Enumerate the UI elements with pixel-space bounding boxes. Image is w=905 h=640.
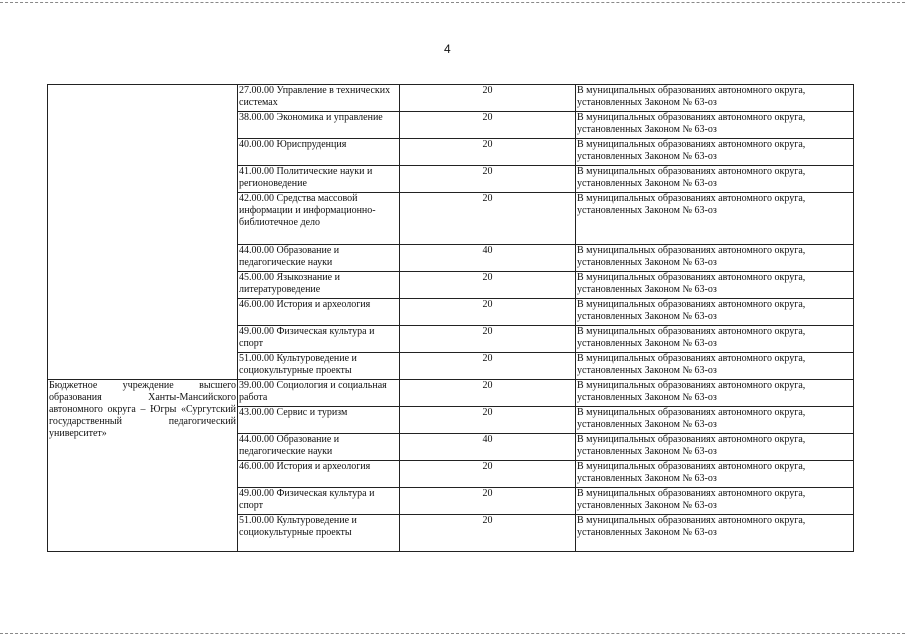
specialty-cell: 49.00.00 Физическая культура и спорт xyxy=(238,488,400,515)
places-count-cell: 20 xyxy=(400,407,576,434)
note-cell: В муниципальных образованиях автономного округа, установленных Законом № 63-оз xyxy=(576,353,854,380)
places-count-cell: 20 xyxy=(400,85,576,112)
places-count-cell: 20 xyxy=(400,488,576,515)
allocation-table xyxy=(47,84,854,552)
specialty-cell: 40.00.00 Юриспруденция xyxy=(238,139,400,166)
page-number: 4 xyxy=(444,42,451,56)
top-scan-edge xyxy=(0,2,905,3)
note-cell: В муниципальных образованиях автономного округа, установленных Законом № 63-оз xyxy=(576,326,854,353)
places-count-cell: 20 xyxy=(400,353,576,380)
specialty-cell: 51.00.00 Культуроведение и социокультурные проекты xyxy=(238,515,400,552)
specialty-cell: 45.00.00 Языкознание и литературоведение xyxy=(238,272,400,299)
note-cell: В муниципальных образованиях автономного округа, установленных Законом № 63-оз xyxy=(576,193,854,245)
note-cell: В муниципальных образованиях автономного округа, установленных Законом № 63-оз xyxy=(576,272,854,299)
specialty-cell: 51.00.00 Культуроведение и социокультурные проекты xyxy=(238,353,400,380)
specialty-cell: 42.00.00 Средства массовой информации и информационно-библиотечное дело xyxy=(238,193,400,245)
places-count-cell: 20 xyxy=(400,461,576,488)
specialty-cell: 49.00.00 Физическая культура и спорт xyxy=(238,326,400,353)
table-row xyxy=(48,85,854,112)
note-cell: В муниципальных образованиях автономного округа, установленных Законом № 63-оз xyxy=(576,461,854,488)
places-count-cell: 40 xyxy=(400,245,576,272)
places-count-cell: 20 xyxy=(400,112,576,139)
places-count-cell: 20 xyxy=(400,193,576,245)
specialty-cell: 46.00.00 История и археология xyxy=(238,461,400,488)
specialty-cell: 46.00.00 История и археология xyxy=(238,299,400,326)
places-count-cell: 20 xyxy=(400,326,576,353)
note-cell: В муниципальных образованиях автономного округа, установленных Законом № 63-оз xyxy=(576,434,854,461)
places-count-cell: 20 xyxy=(400,380,576,407)
specialty-cell: 44.00.00 Образование и педагогические науки xyxy=(238,245,400,272)
places-count-cell: 40 xyxy=(400,434,576,461)
specialty-cell: 44.00.00 Образование и педагогические науки xyxy=(238,434,400,461)
places-count-cell: 20 xyxy=(400,299,576,326)
specialty-cell: 39.00.00 Социология и социальная работа xyxy=(238,380,400,407)
institution-name: Бюджетное учреждение высшего образования Ханты-Мансийского автономного округа – Югры «Сургутский государственный педагогический университет» xyxy=(49,380,236,439)
note-cell: В муниципальных образованиях автономного округа, установленных Законом № 63-оз xyxy=(576,488,854,515)
places-count-cell: 20 xyxy=(400,166,576,193)
specialty-cell: 41.00.00 Политические науки и регионоведение xyxy=(238,166,400,193)
bottom-scan-edge xyxy=(0,633,905,634)
specialty-cell: 27.00.00 Управление в технических системах xyxy=(238,85,400,112)
note-cell: В муниципальных образованиях автономного округа, установленных Законом № 63-оз xyxy=(576,380,854,407)
places-count-cell: 20 xyxy=(400,139,576,166)
note-cell: В муниципальных образованиях автономного округа, установленных Законом № 63-оз xyxy=(576,85,854,112)
specialty-cell: 43.00.00 Сервис и туризм xyxy=(238,407,400,434)
note-cell: В муниципальных образованиях автономного округа, установленных Законом № 63-оз xyxy=(576,112,854,139)
note-cell: В муниципальных образованиях автономного округа, установленных Законом № 63-оз xyxy=(576,407,854,434)
note-cell: В муниципальных образованиях автономного округа, установленных Законом № 63-оз xyxy=(576,166,854,193)
places-count-cell: 20 xyxy=(400,272,576,299)
institution-cell-empty xyxy=(48,85,238,380)
institution-cell xyxy=(48,380,238,552)
note-cell: В муниципальных образованиях автономного округа, установленных Законом № 63-оз xyxy=(576,139,854,166)
note-cell: В муниципальных образованиях автономного округа, установленных Законом № 63-оз xyxy=(576,245,854,272)
note-cell: В муниципальных образованиях автономного округа, установленных Законом № 63-оз xyxy=(576,515,854,552)
note-cell: В муниципальных образованиях автономного округа, установленных Законом № 63-оз xyxy=(576,299,854,326)
table-row xyxy=(48,380,854,407)
specialty-cell: 38.00.00 Экономика и управление xyxy=(238,112,400,139)
places-count-cell: 20 xyxy=(400,515,576,552)
